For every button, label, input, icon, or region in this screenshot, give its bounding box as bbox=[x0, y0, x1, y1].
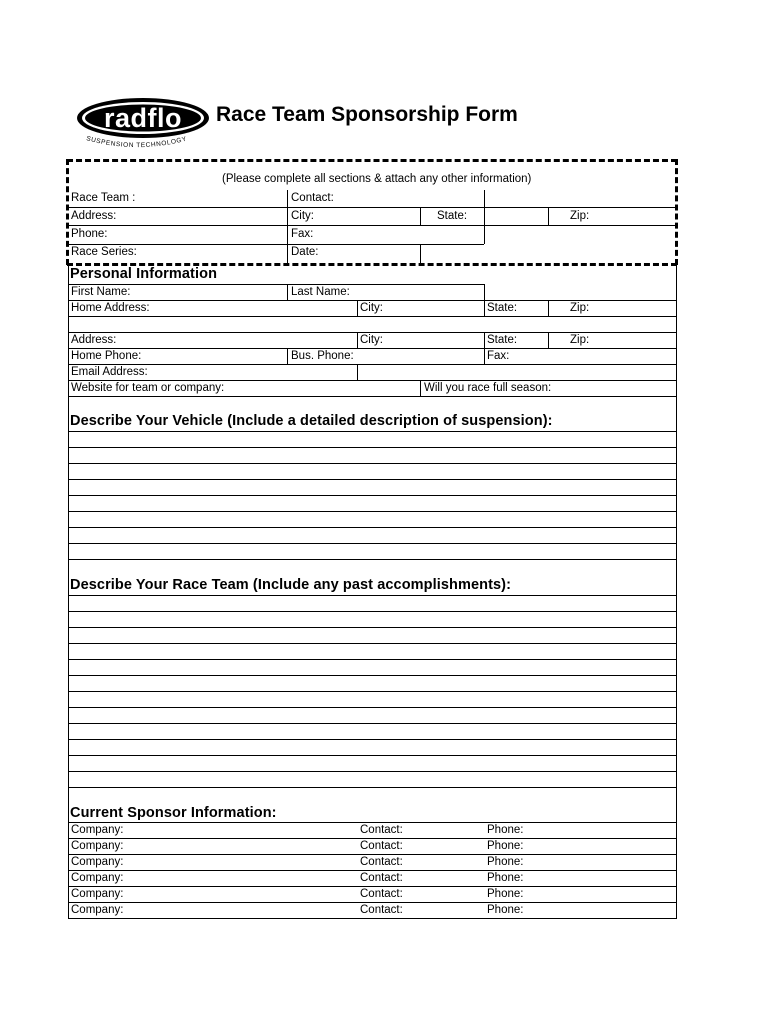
contact-field[interactable] bbox=[340, 190, 483, 207]
sponsor-phone: Phone: bbox=[487, 872, 524, 884]
sponsor-company: Company: bbox=[71, 824, 124, 836]
vehicle-heading: Describe Your Vehicle (Include a detailed description of suspension): bbox=[70, 413, 553, 429]
full-season-label: Will you race full season: bbox=[424, 382, 552, 394]
address2-zip-label: Zip: bbox=[570, 334, 590, 346]
sponsor-contact: Contact: bbox=[360, 872, 403, 884]
home-address-label: Home Address: bbox=[71, 302, 150, 314]
svg-text:SUSPENSION TECHNOLOGY: SUSPENSION TECHNOLOGY bbox=[85, 135, 188, 150]
sponsor-phone: Phone: bbox=[487, 824, 524, 836]
sponsor-contact: Contact: bbox=[360, 888, 403, 900]
home-phone-label: Home Phone: bbox=[71, 350, 142, 362]
sponsor-contact: Contact: bbox=[360, 824, 403, 836]
race-series-label: Race Series: bbox=[71, 246, 137, 258]
race-team-label: Race Team : bbox=[71, 192, 136, 204]
race-team-heading: Describe Your Race Team (Include any past accomplishments): bbox=[70, 577, 512, 593]
first-name-label: First Name: bbox=[71, 286, 131, 298]
home-zip-label: Zip: bbox=[570, 302, 590, 314]
fax-label: Fax: bbox=[291, 228, 314, 240]
vehicle-description-area[interactable] bbox=[69, 432, 676, 559]
date-label: Date: bbox=[291, 246, 319, 258]
address2-label: Address: bbox=[71, 334, 117, 346]
sponsor-contact: Contact: bbox=[360, 840, 403, 852]
home-city-label: City: bbox=[360, 302, 383, 314]
home-state-label: State: bbox=[487, 302, 518, 314]
page-title: Race Team Sponsorship Form bbox=[216, 103, 518, 126]
sponsor-company: Company: bbox=[71, 856, 124, 868]
address-label: Address: bbox=[71, 210, 117, 222]
address-field[interactable] bbox=[120, 208, 287, 225]
city-label: City: bbox=[291, 210, 314, 222]
radflo-logo bbox=[74, 96, 214, 154]
sponsor-company: Company: bbox=[71, 872, 124, 884]
contact-label: Contact: bbox=[291, 192, 334, 204]
address2-city-label: City: bbox=[360, 334, 383, 346]
sponsor-company: Company: bbox=[71, 888, 124, 900]
sponsor-phone: Phone: bbox=[487, 840, 524, 852]
last-name-label: Last Name: bbox=[291, 286, 350, 298]
state-label: State: bbox=[437, 210, 468, 222]
sponsor-contact: Contact: bbox=[360, 904, 403, 916]
address2-state-label: State: bbox=[487, 334, 518, 346]
race-series-field[interactable] bbox=[146, 244, 287, 261]
website-label: Website for team or company: bbox=[71, 382, 225, 394]
sponsor-company: Company: bbox=[71, 904, 124, 916]
email-label: Email Address: bbox=[71, 366, 148, 378]
sponsor-heading: Current Sponsor Information: bbox=[70, 805, 277, 821]
phone-field[interactable] bbox=[114, 226, 287, 243]
sponsor-phone: Phone: bbox=[487, 904, 524, 916]
bus-phone-label: Bus. Phone: bbox=[291, 350, 354, 362]
instruction-note: (Please complete all sections & attach any other information) bbox=[222, 173, 532, 185]
svg-text:radflo: radflo bbox=[103, 103, 183, 133]
personal-fax-label: Fax: bbox=[487, 350, 510, 362]
zip-label: Zip: bbox=[570, 210, 590, 222]
race-team-description-area[interactable] bbox=[69, 596, 676, 787]
sponsor-phone: Phone: bbox=[487, 856, 524, 868]
sponsor-company: Company: bbox=[71, 840, 124, 852]
email-field[interactable] bbox=[358, 365, 676, 380]
race-team-field[interactable] bbox=[68, 190, 287, 207]
phone-label: Phone: bbox=[71, 228, 108, 240]
sponsor-contact: Contact: bbox=[360, 856, 403, 868]
sponsor-phone: Phone: bbox=[487, 888, 524, 900]
personal-info-heading: Personal Information bbox=[70, 266, 218, 282]
